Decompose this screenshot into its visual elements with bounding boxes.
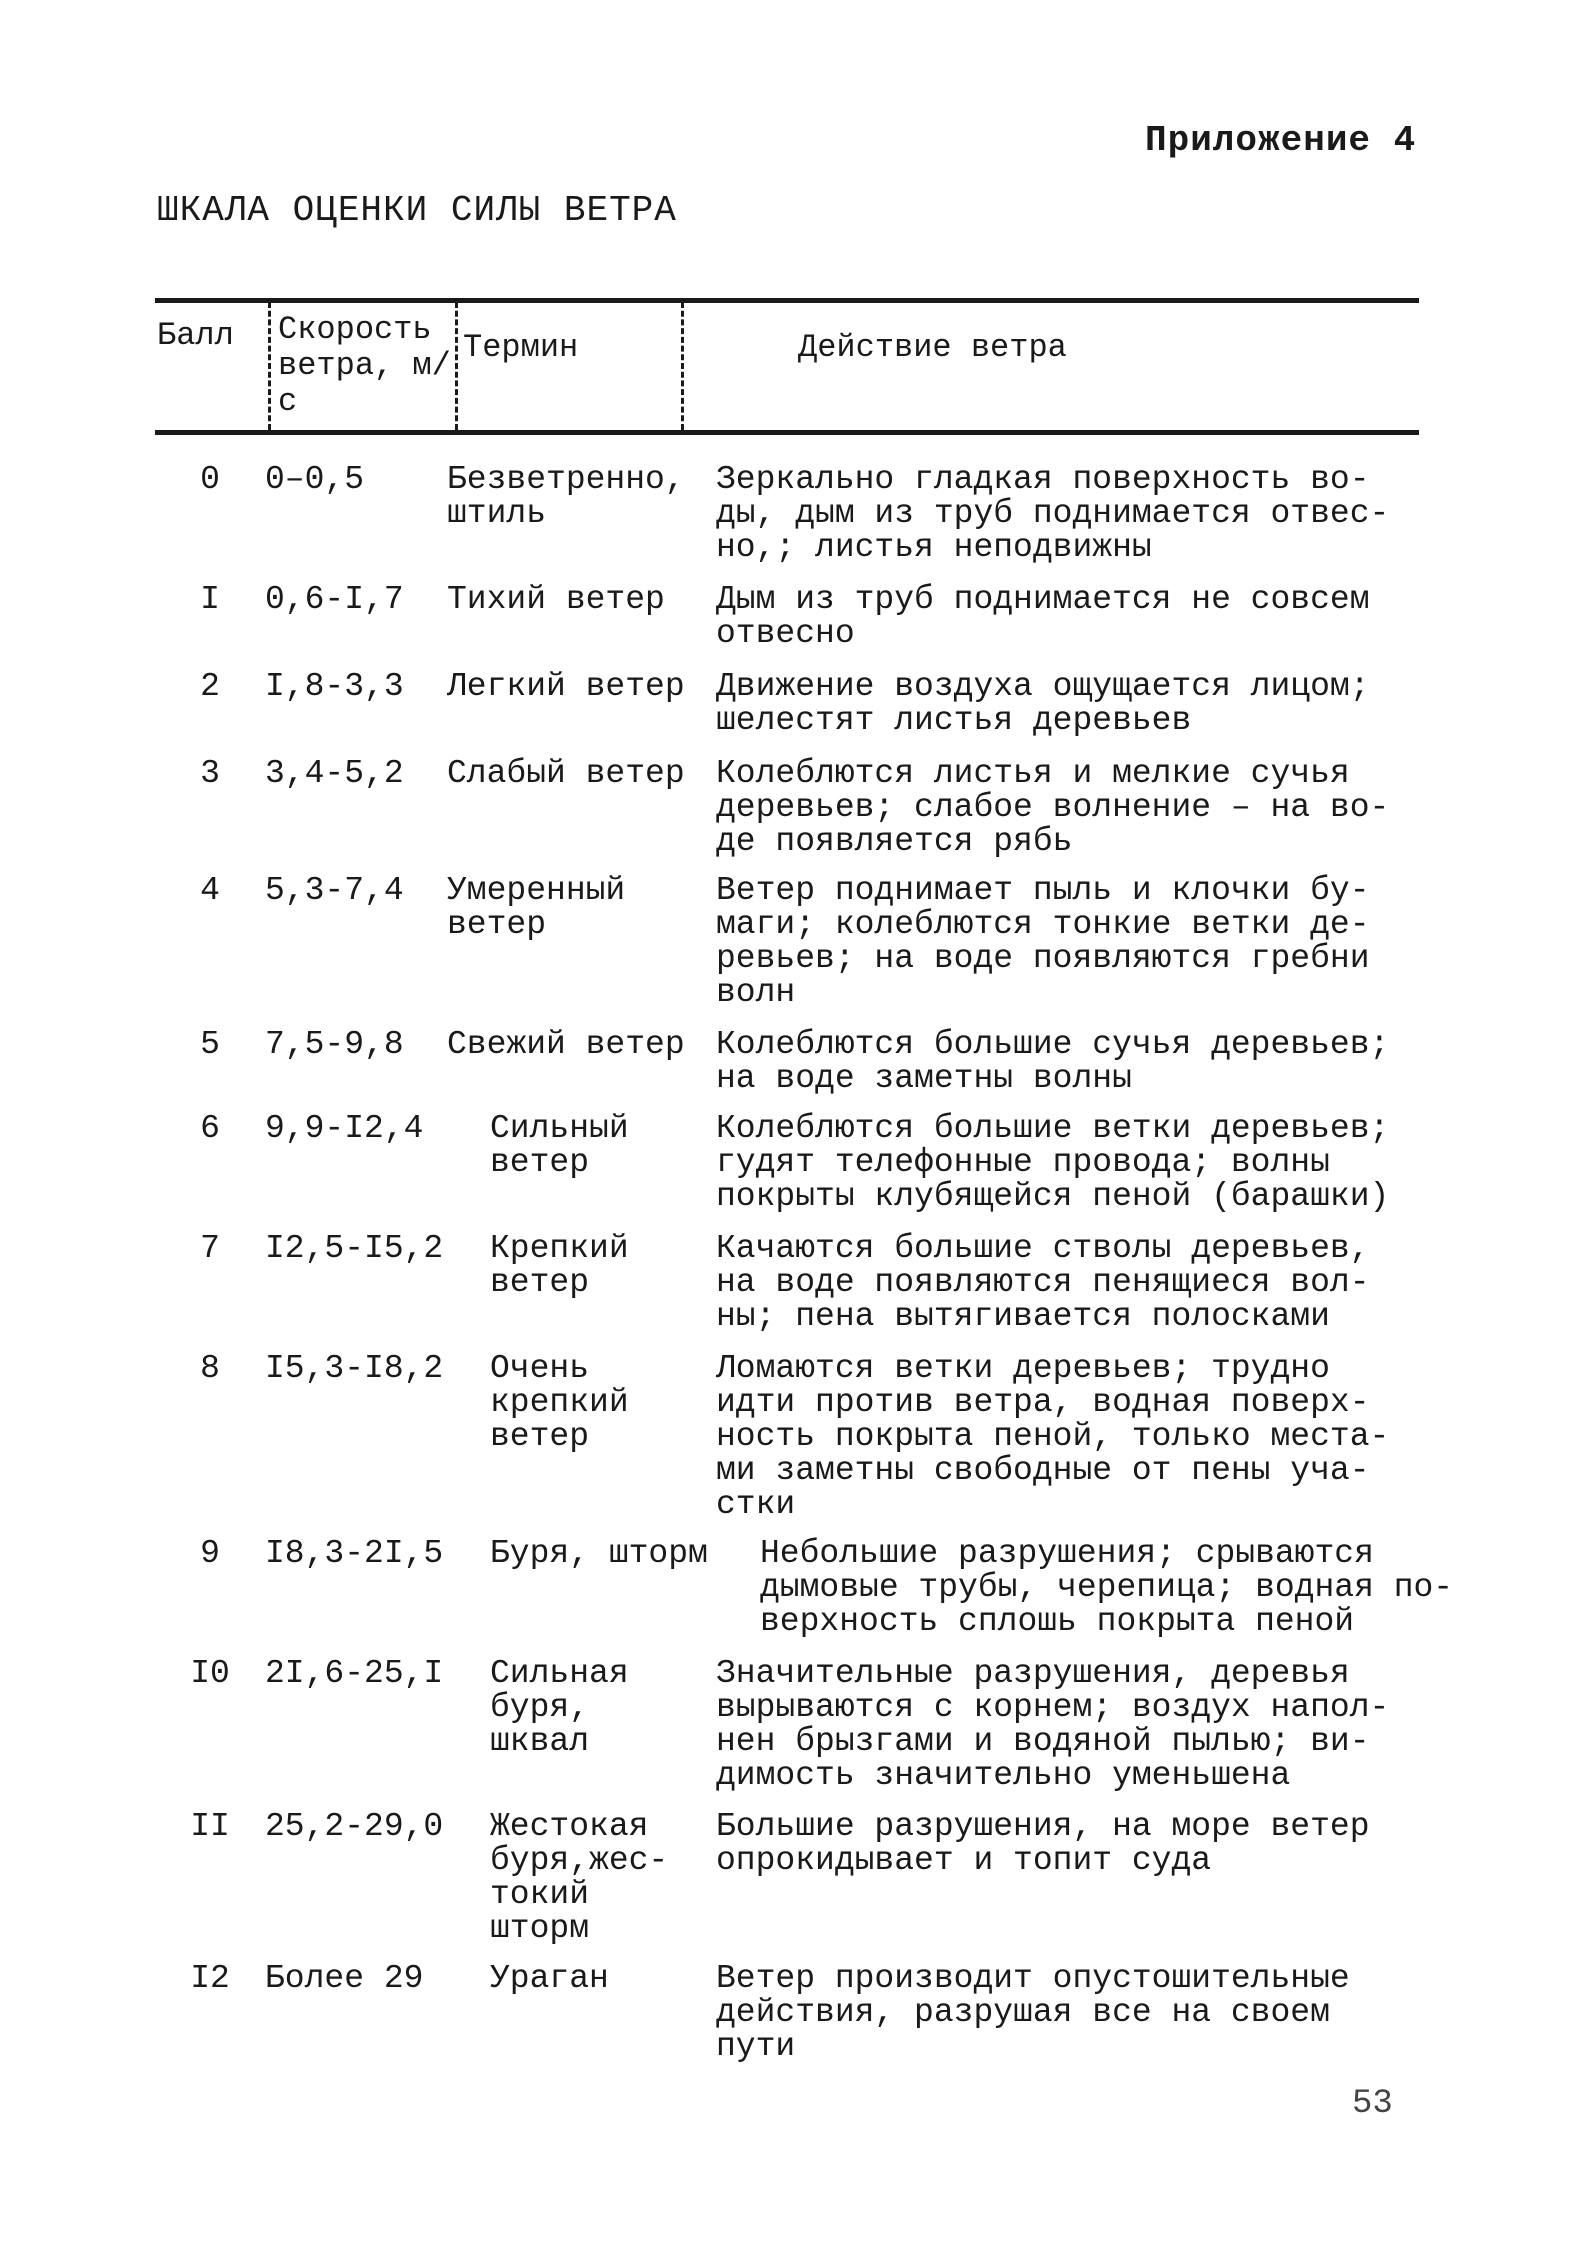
page-number: 53 — [1352, 2085, 1393, 2123]
term-cell: Очень крепкий ветер — [490, 1350, 629, 1455]
ball-cell: 9 — [200, 1535, 220, 1572]
ball-cell: 0 — [200, 461, 220, 498]
action-cell: Колеблются большие ветки деревьев; гудят телефонные провода; волны покрыты клубящейся пеной (барашки) — [716, 1110, 1390, 1215]
speed-cell: 5,3-7,4 — [265, 872, 404, 909]
header-top-rule — [155, 298, 1419, 303]
ball-cell: 4 — [200, 872, 220, 909]
term-cell: Безветренно, штиль — [447, 461, 685, 532]
speed-cell: 2I,6-25,I — [265, 1655, 444, 1692]
speed-cell: 25,2-29,0 — [265, 1808, 444, 1845]
term-cell: Слабый ветер — [447, 755, 685, 792]
term-cell: Ураган — [490, 1960, 609, 1997]
speed-cell: I8,3-2I,5 — [265, 1535, 444, 1572]
term-cell: Крепкий ветер — [490, 1230, 629, 1301]
action-cell: Зеркально гладкая поверхность во- ды, дым из труб поднимается отвес- но,; листья неподвижны — [716, 461, 1390, 566]
speed-cell: 7,5-9,8 — [265, 1026, 404, 1063]
term-cell: Свежий ветер — [447, 1026, 685, 1063]
action-cell: Движение воздуха ощущается лицом; шелестят листья деревьев — [716, 668, 1370, 739]
speed-cell: I5,3-I8,2 — [265, 1350, 444, 1387]
ball-cell: 2 — [200, 668, 220, 705]
ball-cell: I0 — [190, 1655, 230, 1692]
action-cell: Качаются большие стволы деревьев, на воде появляются пенящиеся вол- ны; пена вытягивается полосками — [716, 1230, 1370, 1335]
header-bottom-rule — [155, 430, 1419, 435]
column-header-term: Термин — [463, 329, 579, 366]
speed-cell: 3,4-5,2 — [265, 755, 404, 792]
term-cell: Жестокая буря,жес- токий шторм — [490, 1808, 669, 1947]
ball-cell: 3 — [200, 755, 220, 792]
action-cell: Колеблются большие сучья деревьев; на воде заметны волны — [716, 1026, 1390, 1097]
speed-cell: 0–0,5 — [265, 461, 365, 498]
column-header-action: Действие ветра — [798, 329, 1067, 366]
speed-cell: I2,5-I5,2 — [265, 1230, 444, 1267]
action-cell: Ломаются ветки деревьев; трудно идти против ветра, водная поверх- ность покрыта пеной, только места- ми заметны свободные от пены уча- стки — [716, 1350, 1390, 1523]
ball-cell: 6 — [200, 1110, 220, 1147]
action-cell: Ветер производит опустошительные действия, разрушая все на своем пути — [716, 1960, 1350, 2065]
action-cell: Небольшие разрушения; срываются дымовые трубы, черепица; водная по- верхность сплошь покрыта пеной — [760, 1535, 1454, 1640]
action-cell: Значительные разрушения, деревья вырываются с корнем; воздух напол- нен брызгами и водяной пылью; ви- димость значительно уменьшена — [716, 1655, 1390, 1794]
column-header-speed: Скорость ветра, м/с — [278, 311, 451, 420]
ball-cell: I — [200, 581, 220, 618]
term-cell: Тихий ветер — [447, 581, 665, 618]
term-cell: Умеренный ветер — [447, 872, 626, 943]
term-cell: Сильный ветер — [490, 1110, 629, 1181]
column-separator — [268, 302, 271, 430]
column-separator — [681, 302, 684, 430]
ball-cell: I2 — [190, 1960, 230, 1997]
column-header-ball: Балл — [157, 317, 234, 354]
action-cell: Колеблются листья и мелкие сучья деревьев; слабое волнение – на во- де появляется рябь — [716, 755, 1390, 860]
page-title: ШКАЛА ОЦЕНКИ СИЛЫ ВЕТРА — [157, 190, 677, 231]
action-cell: Большие разрушения, на море ветер опрокидывает и топит суда — [716, 1808, 1370, 1879]
speed-cell: 0,6-I,7 — [265, 581, 404, 618]
ball-cell: 7 — [200, 1230, 220, 1267]
term-cell: Буря, шторм — [490, 1535, 708, 1572]
ball-cell: II — [190, 1808, 230, 1845]
speed-cell: Более 29 — [265, 1960, 424, 1997]
ball-cell: 8 — [200, 1350, 220, 1387]
term-cell: Сильная буря, шквал — [490, 1655, 629, 1760]
action-cell: Дым из труб поднимается не совсем отвесно — [716, 581, 1370, 652]
speed-cell: 9,9-I2,4 — [265, 1110, 424, 1147]
ball-cell: 5 — [200, 1026, 220, 1063]
appendix-label: Приложение 4 — [1145, 120, 1417, 161]
term-cell: Легкий ветер — [447, 668, 685, 705]
speed-cell: I,8-3,3 — [265, 668, 404, 705]
action-cell: Ветер поднимает пыль и клочки бу- маги; колеблются тонкие ветки де- ревьев; на воде появляются гребни волн — [716, 872, 1370, 1011]
